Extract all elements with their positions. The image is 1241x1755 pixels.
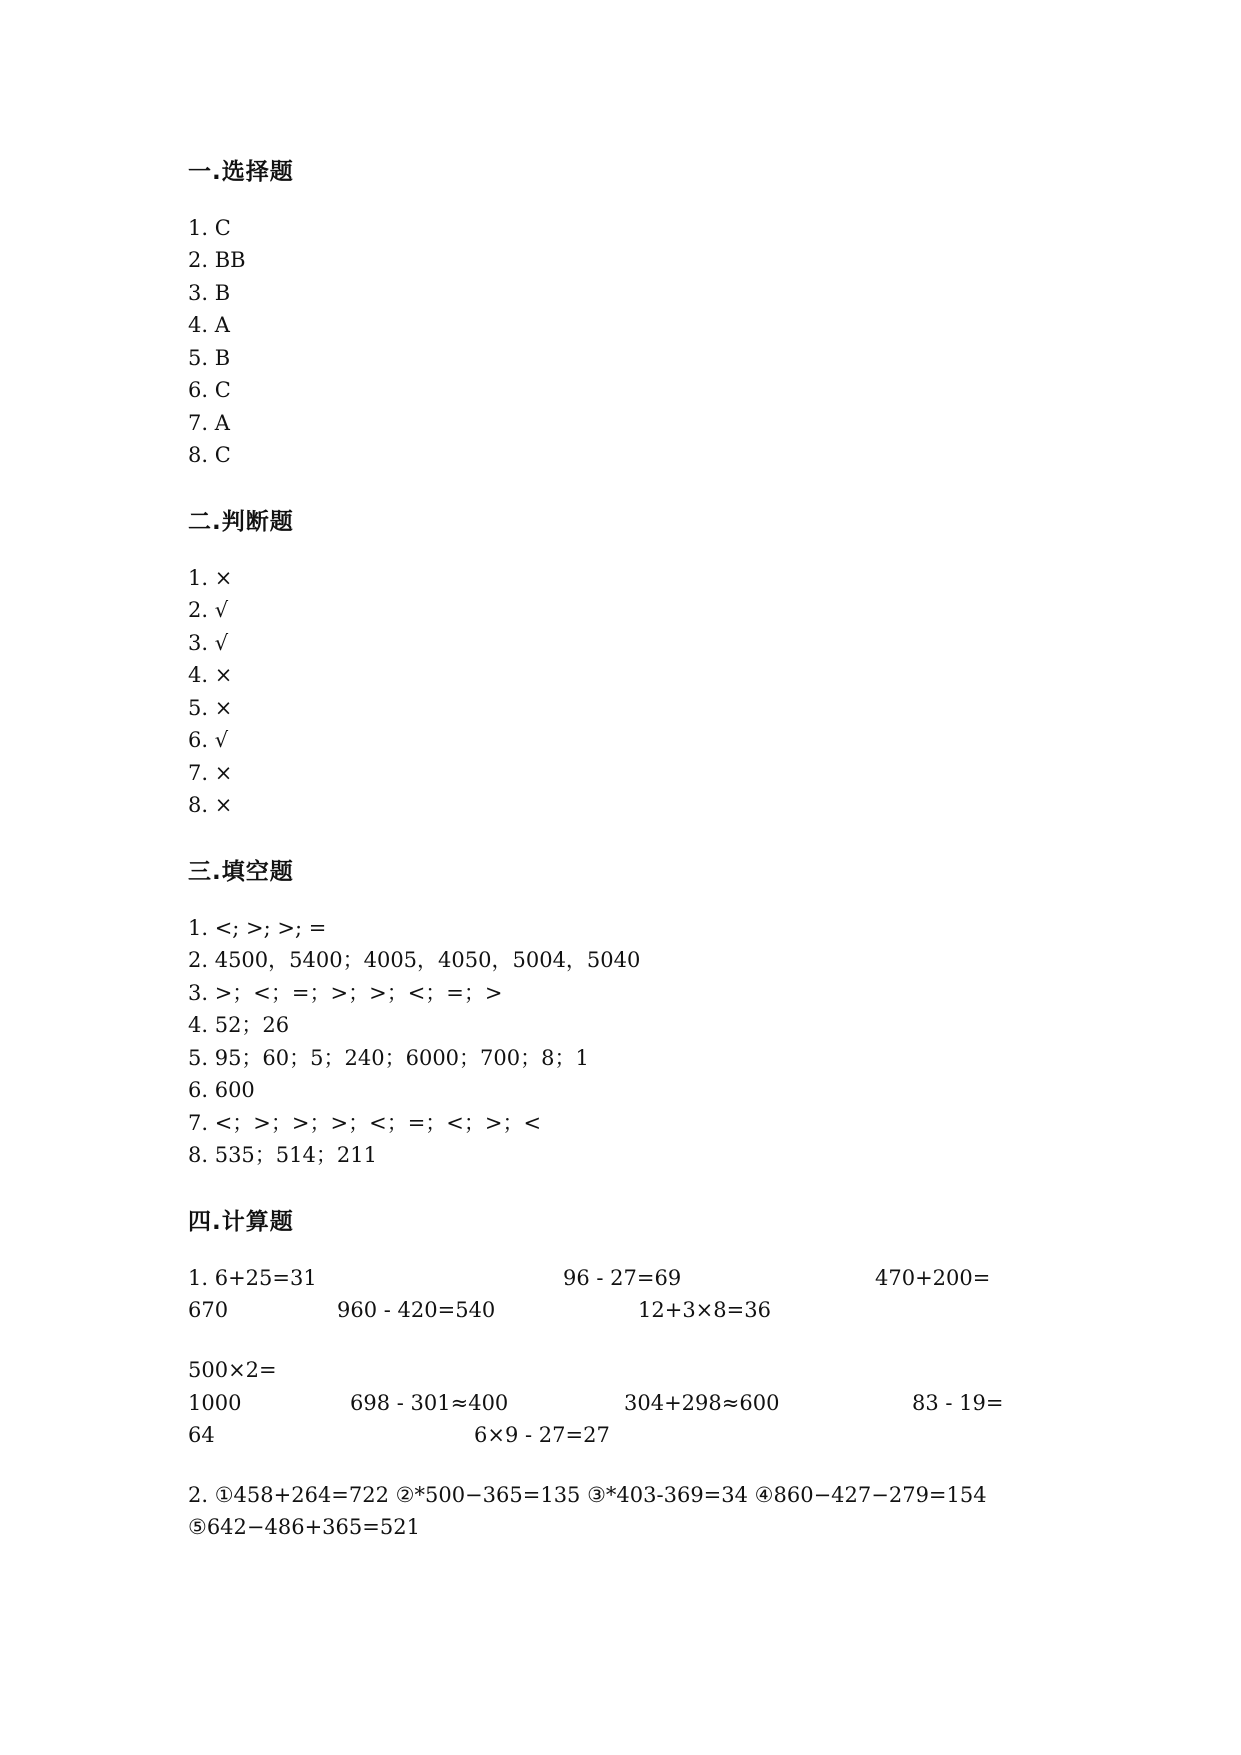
- judgement-answer-6: 6. √: [188, 728, 229, 752]
- fill-answer-4: 4. 52；26: [188, 1013, 290, 1037]
- calc-expression: 1000: [188, 1391, 242, 1415]
- judgement-answer-2: 2. √: [188, 598, 229, 622]
- judgement-answer-1: 1. ×: [188, 566, 233, 590]
- judgement-answer-7: 7. ×: [188, 761, 233, 785]
- judgement-answer-5: 5. ×: [188, 696, 233, 720]
- calc-expression: 96 - 27=69: [563, 1266, 682, 1290]
- judgement-answer-8: 8. ×: [188, 793, 233, 817]
- calc-expression: 1. 6+25=31: [188, 1266, 317, 1290]
- calc-expression: 64: [188, 1423, 215, 1447]
- calc-expression: 698 - 301≈400: [350, 1391, 509, 1415]
- section-title-fill-blank: 三.填空题: [188, 859, 294, 885]
- choice-answer-2: 2. BB: [188, 248, 246, 272]
- calc-expression: 83 - 19=: [912, 1391, 1004, 1415]
- choice-answer-1: 1. C: [188, 216, 231, 240]
- calc-expression: 12+3×8=36: [638, 1298, 771, 1322]
- fill-answer-6: 6. 600: [188, 1078, 255, 1102]
- choice-answer-3: 3. B: [188, 281, 231, 305]
- fill-answer-8: 8. 535；514；211: [188, 1143, 377, 1167]
- choice-answer-6: 6. C: [188, 378, 231, 402]
- fill-answer-1: 1. <; >; >; =: [188, 916, 327, 940]
- section-title-calculation: 四.计算题: [188, 1209, 294, 1235]
- judgement-answer-3: 3. √: [188, 631, 229, 655]
- calc-q2-line-1: 2. ①458+264=722 ②*500−365=135 ③*403-369=34 ④860−427−279=154: [188, 1483, 987, 1507]
- choice-answer-5: 5. B: [188, 346, 231, 370]
- section-title-judgement: 二.判断题: [188, 509, 294, 535]
- choice-answer-8: 8. C: [188, 443, 231, 467]
- fill-answer-3: 3. >；<；=；>；>；<；=；>: [188, 981, 503, 1005]
- fill-answer-5: 5. 95；60；5；240；6000；700；8；1: [188, 1046, 589, 1070]
- fill-answer-7: 7. <；>；>；>；<；=；<；>；<: [188, 1111, 542, 1135]
- calc-expression: 6×9 - 27=27: [474, 1423, 610, 1447]
- calc-expression: 304+298≈600: [624, 1391, 780, 1415]
- calc-expression: 500×2=: [188, 1358, 277, 1382]
- calc-expression: 470+200=: [875, 1266, 991, 1290]
- choice-answer-4: 4. A: [188, 313, 230, 337]
- calc-expression: 960 - 420=540: [337, 1298, 496, 1322]
- calc-q2-line-2: ⑤642−486+365=521: [188, 1515, 420, 1539]
- judgement-answer-4: 4. ×: [188, 663, 233, 687]
- fill-answer-2: 2. 4500，5400；4005，4050，5004，5040: [188, 948, 641, 972]
- section-title-choice: 一.选择题: [188, 159, 294, 185]
- calc-expression: 670: [188, 1298, 229, 1322]
- choice-answer-7: 7. A: [188, 411, 230, 435]
